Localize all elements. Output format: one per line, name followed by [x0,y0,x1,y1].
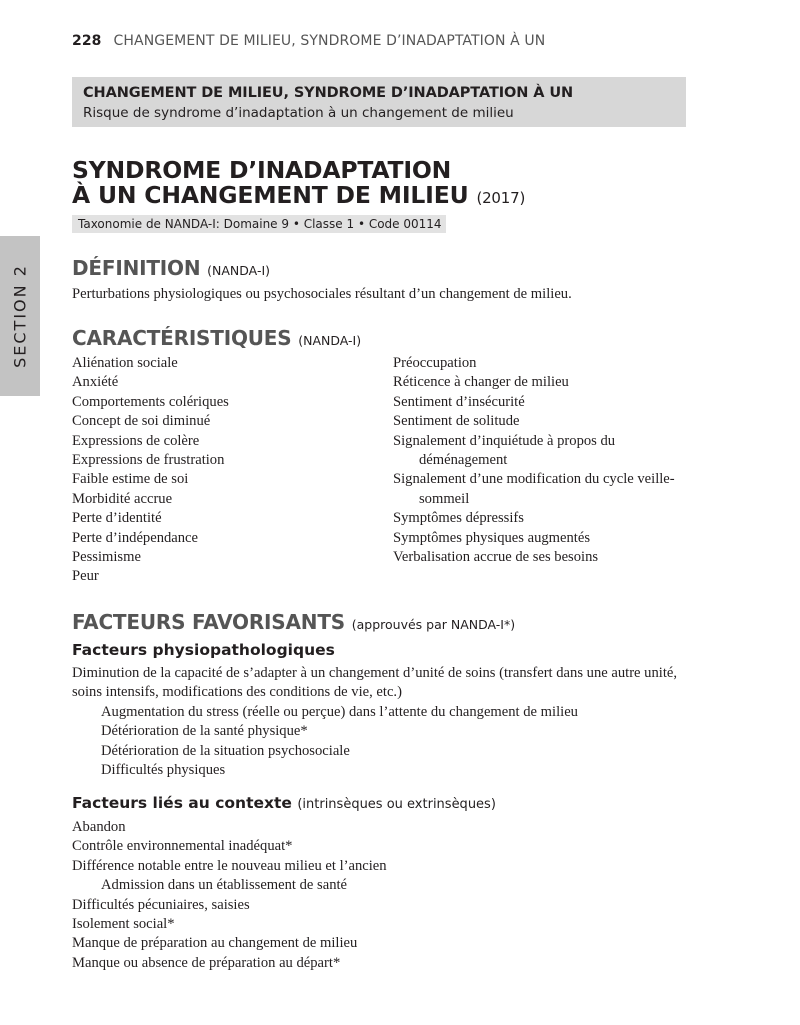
list-item: Morbidité accrue [72,490,173,507]
running-head [72,33,545,49]
page-number: 228 [72,33,102,49]
list-item: Manque de préparation au changement de milieu [72,935,358,952]
physio-factors-heading: Facteurs physiopathologiques [72,641,335,659]
list-item: Expressions de colère [72,432,200,449]
list-item: Détérioration de la situation psychosociale [101,742,350,759]
list-item: Difficultés physiques [101,762,226,779]
list-item: Pessimisme [72,549,141,566]
physio-factors-block [72,664,697,780]
chapter-subtitle: Risque de syndrome d’inadaptation à un changement de milieu [83,105,514,121]
list-item: Augmentation du stress (réelle ou perçue) dans l’attente du changement de milieu [101,703,578,720]
list-item: Verbalisation accrue de ses besoins [393,549,599,566]
context-factors-qualifier: (intrinsèques ou extrinsèques) [297,797,496,812]
context-factors-heading-text: Facteurs liés au contexte [72,794,292,812]
diagnosis-title-line2: À UN CHANGEMENT DE MILIEU [72,181,469,209]
list-item: Sentiment de solitude [393,413,520,430]
diagnosis-title [72,158,525,211]
list-item: Symptômes dépressifs [393,510,524,527]
factors-heading [72,610,515,634]
factors-heading-text: FACTEURS FAVORISANTS [72,610,345,634]
characteristics-right-list [393,354,693,567]
list-item: Abandon [72,819,126,835]
list-item: Sentiment d’insécurité [393,393,525,410]
taxonomy-badge: Taxonomie de NANDA-I: Domaine 9 • Classe 1 • Code 00114 [72,215,446,233]
context-factors-heading [72,794,496,812]
list-item: Symptômes physiques augmentés [393,529,591,546]
characteristics-source: (NANDA-I) [298,333,362,348]
list-item: Contrôle environnemental inadéquat* [72,838,293,855]
list-item: Concept de soi diminué [72,413,211,430]
diagnosis-year: (2017) [476,189,526,207]
chapter-title: CHANGEMENT DE MILIEU, SYNDROME D’INADAPTATION À UN [83,85,574,101]
characteristics-heading-text: CARACTÉRISTIQUES [72,326,292,350]
list-item: Réticence à changer de milieu [393,374,569,391]
list-item: Perte d’indépendance [72,529,199,546]
factors-source: (approuvés par NANDA-I*) [351,617,516,632]
list-item: Comportements colériques [72,393,229,410]
physio-sub-list [72,703,697,781]
context-factors-list [72,818,697,973]
physio-main-item: Diminution de la capacité de s’adapter à un changement d’unité de soins (transfert dans une autre unité, soins intensifs, modifications des conditions de vie, etc.) [72,665,678,701]
section-tab [0,236,40,396]
section-tab-label: SECTION 2 [10,264,30,368]
definition-source: (NANDA-I) [207,263,271,278]
list-item: Manque ou absence de préparation au départ* [72,954,341,971]
characteristics-heading [72,326,361,350]
list-item: Aliénation sociale [72,355,178,371]
list-item: Signalement d’inquiétude à propos du déménagement [393,432,616,469]
list-item: Préoccupation [393,355,477,371]
list-item: Expressions de frustration [72,452,225,469]
list-item: Faible estime de soi [72,471,189,488]
list-item: Perte d’identité [72,510,162,527]
list-item: Isolement social* [72,916,175,933]
definition-text: Perturbations physiologiques ou psychosociales résultant d’un changement de milieu. [72,286,572,302]
list-item: Difficultés pécuniaires, saisies [72,896,250,913]
definition-heading-text: DÉFINITION [72,256,201,280]
list-item: Anxiété [72,374,119,391]
list-item: Détérioration de la santé physique* [101,723,308,740]
list-item: Admission dans un établissement de santé [101,877,348,894]
diagnosis-title-line1: SYNDROME D’INADAPTATION [72,156,452,184]
characteristics-left-list [72,354,372,587]
chapter-header-box [72,77,686,127]
definition-heading [72,256,270,280]
list-item: Peur [72,568,99,585]
running-head-title: CHANGEMENT DE MILIEU, SYNDROME D’INADAPTATION À UN [113,33,546,49]
list-item: Différence notable entre le nouveau milieu et l’ancien [72,857,387,874]
list-item: Signalement d’une modification du cycle veille-sommeil [393,471,675,507]
